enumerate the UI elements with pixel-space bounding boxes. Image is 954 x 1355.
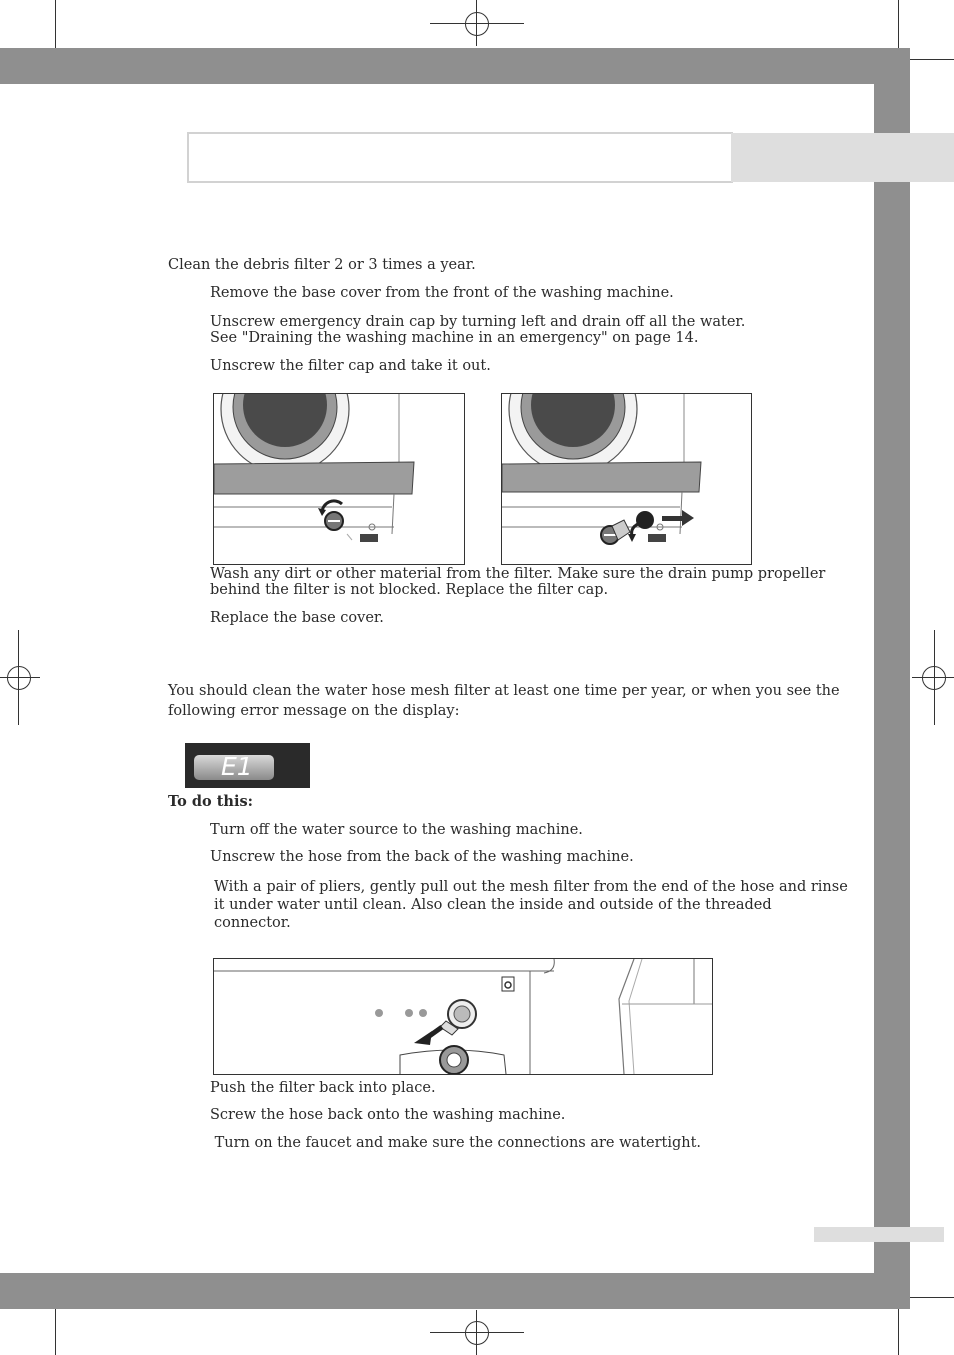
crop-mark — [55, 1308, 56, 1355]
section1-step-3: Unscrew the filter cap and take it out. — [210, 358, 491, 374]
illustration-hose-filter-svg — [214, 959, 712, 1074]
crop-mark — [476, 1310, 477, 1355]
crop-mark — [898, 0, 899, 48]
section1-after-2: behind the filter is not blocked. Replace the filter cap. — [210, 582, 609, 598]
section1-after-1: Wash any dirt or other material from the filter. Make sure the drain pump propeller — [210, 566, 826, 582]
right-band — [874, 48, 910, 1309]
section1-step-1: Remove the base cover from the front of the washing machine. — [210, 285, 674, 301]
illustration-filter-removal — [501, 393, 752, 565]
crop-mark — [55, 0, 56, 48]
crop-mark — [898, 1308, 899, 1355]
section2-after-1: Push the filter back into place. — [210, 1080, 436, 1096]
section1-step-2: Unscrew emergency drain cap by turning left and drain off all the water. — [210, 314, 746, 330]
top-band — [0, 48, 910, 84]
crop-mark — [934, 630, 935, 725]
crop-mark — [18, 630, 19, 725]
section2-intro-2: following error message on the display: — [168, 703, 460, 719]
registration-mark — [7, 666, 31, 690]
illustration-drain-cap-svg — [214, 394, 464, 564]
error-code: E1 — [221, 752, 253, 781]
page-number-tab — [814, 1227, 944, 1242]
illustration-filter-removal-svg — [502, 394, 751, 564]
todo-label: To do this: — [168, 793, 253, 810]
crop-mark — [476, 0, 477, 46]
section2-step-2: Unscrew the hose from the back of the washing machine. — [210, 849, 634, 865]
section2-intro-1: You should clean the water hose mesh filter at least one time per year, or when you see the — [168, 683, 840, 699]
illustration-hose-filter — [213, 958, 713, 1075]
section1-after-3: Replace the base cover. — [210, 610, 384, 626]
section2-after-3: Turn on the faucet and make sure the connections are watertight. — [210, 1135, 702, 1151]
header-box — [187, 132, 733, 183]
section2-after-2: Screw the hose back onto the washing machine. — [210, 1107, 566, 1123]
section1-intro: Clean the debris filter 2 or 3 times a year. — [168, 257, 476, 273]
bottom-band — [0, 1273, 910, 1309]
section2-step-1: Turn off the water source to the washing machine. — [210, 822, 583, 838]
crop-mark — [430, 23, 524, 24]
crop-mark — [910, 1297, 954, 1298]
error-display — [185, 743, 310, 788]
header-tab — [731, 133, 954, 182]
registration-mark — [465, 12, 489, 36]
section2-step-3a: With a pair of pliers, gently pull out the mesh filter from the end of the hose and rinse — [214, 879, 848, 895]
crop-mark — [912, 677, 954, 678]
section2-step-3b: it under water until clean. Also clean the inside and outside of the threaded — [214, 897, 772, 913]
section1-step-2-ref: See "Draining the washing machine in an emergency" on page 14. — [210, 330, 699, 346]
crop-mark — [430, 1332, 524, 1333]
crop-mark — [910, 59, 954, 60]
section2-step-3c: connector. — [214, 915, 291, 931]
crop-mark — [0, 677, 40, 678]
illustration-drain-cap — [213, 393, 465, 565]
registration-mark — [465, 1321, 489, 1345]
